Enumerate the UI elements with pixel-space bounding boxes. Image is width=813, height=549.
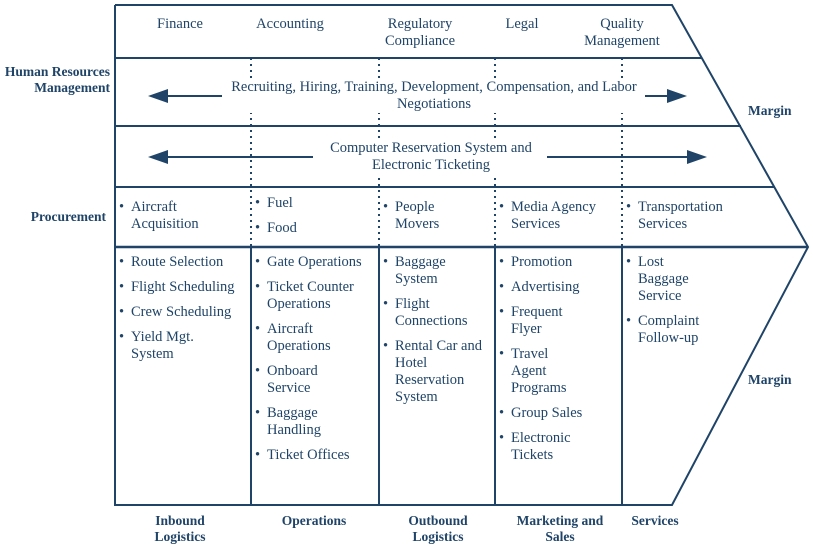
hrm-text: Recruiting, Hiring, Training, Development, Compensation, and Labor Negotiations	[226, 79, 642, 113]
list-item: • Food	[255, 220, 375, 237]
infrastructure-quality: Quality Management	[584, 16, 660, 49]
list-item: • Gate Operations	[255, 254, 379, 271]
label-services: Services	[631, 513, 679, 528]
list-item: • Ticket Offices	[255, 447, 379, 464]
list-item: • Transportation Services	[626, 199, 758, 233]
list-item: • Flight Scheduling	[119, 279, 249, 296]
technology-text: Computer Reservation System and Electronic Ticketing	[315, 140, 547, 174]
list-item: • Route Selection	[119, 254, 249, 271]
primary-inbound-logistics	[119, 254, 249, 371]
infrastructure-accounting: Accounting	[256, 16, 324, 32]
list-item: • Electronic Tickets	[499, 430, 591, 464]
list-item: • Advertising	[499, 279, 619, 296]
list-item: • Media Agency Services	[499, 199, 621, 233]
margin-label-bottom: Margin	[748, 372, 792, 387]
label-operations: Operations	[281, 513, 347, 528]
arrow-left-icon	[148, 89, 168, 103]
procurement-services	[626, 199, 756, 241]
list-item: • Travel Agent Programs	[499, 346, 581, 397]
label-outbound-logistics: Outbound Logistics	[408, 513, 468, 544]
label-inbound-logistics: Inbound Logistics	[154, 513, 206, 544]
primary-outbound-logistics	[383, 254, 493, 414]
list-item: • Complaint Follow-up	[626, 313, 718, 347]
primary-marketing-and-sales	[499, 254, 619, 472]
list-item: • Fuel	[255, 195, 375, 212]
procurement-label: Procurement	[30, 209, 106, 224]
list-item: • Rental Car and Hotel Reservation System	[383, 338, 491, 406]
list-item: • Yield Mgt. System	[119, 329, 216, 363]
procurement-inbound	[119, 199, 247, 241]
infrastructure-legal: Legal	[505, 16, 539, 32]
list-item: • Aircraft Acquisition	[119, 199, 231, 233]
list-item: • Frequent Flyer	[499, 304, 581, 338]
label-marketing-and-sales: Marketing and Sales	[516, 513, 604, 544]
infrastructure-finance: Finance	[157, 16, 203, 32]
list-item: • Promotion	[499, 254, 619, 271]
primary-operations	[255, 254, 379, 472]
list-item: • People Movers	[383, 199, 465, 233]
hrm-label: Human Resources Management	[4, 64, 110, 95]
list-item: • Onboard Service	[255, 363, 337, 397]
list-item: • Baggage Handling	[255, 405, 337, 439]
list-item: • Baggage System	[383, 254, 465, 288]
list-item: • Aircraft Operations	[255, 321, 357, 355]
list-item: • Group Sales	[499, 405, 619, 422]
margin-label-top: Margin	[748, 103, 792, 118]
list-item: • Ticket Counter Operations	[255, 279, 375, 313]
list-item: • Lost Baggage Service	[626, 254, 708, 305]
procurement-operations	[255, 195, 375, 245]
list-item: • Flight Connections	[383, 296, 485, 330]
arrow-left-icon	[148, 150, 168, 164]
procurement-marketing	[499, 199, 619, 241]
arrow-right-icon	[687, 150, 707, 164]
list-item: • Crew Scheduling	[119, 304, 249, 321]
infrastructure-regulatory: Regulatory Compliance	[384, 16, 456, 49]
primary-services	[626, 254, 726, 355]
arrow-right-icon	[667, 89, 687, 103]
procurement-outbound	[383, 199, 491, 241]
